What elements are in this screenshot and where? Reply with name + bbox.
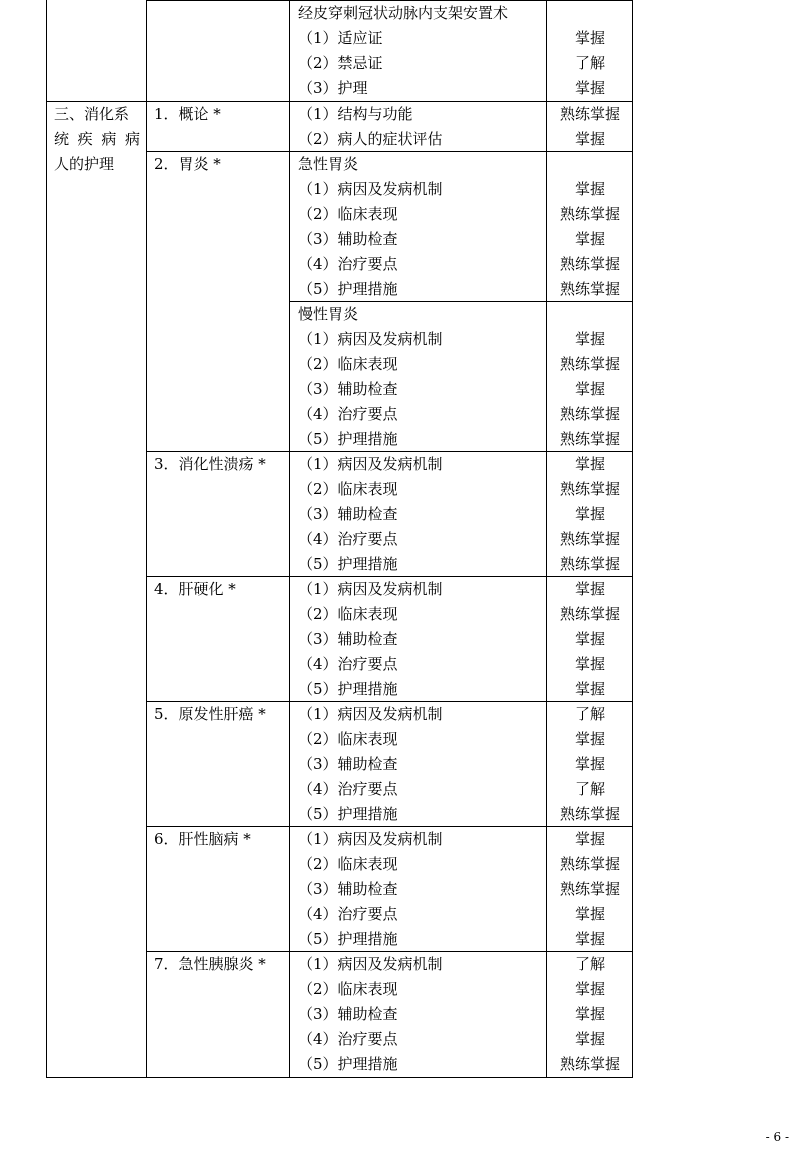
item-label: （1）适应证 [298, 29, 383, 47]
mastery-level: 熟练掌握 [559, 605, 620, 623]
left-border [46, 0, 47, 1078]
item-label: （1）结构与功能 [298, 105, 413, 123]
mastery-level: 熟练掌握 [559, 405, 620, 423]
item-label: （2）临床表现 [298, 205, 398, 223]
group-title: 急性胃炎 [298, 155, 359, 173]
item-label: （4）治疗要点 [298, 405, 398, 423]
mastery-level: 熟练掌握 [559, 205, 620, 223]
item-label: （3）辅助检查 [298, 755, 398, 773]
mastery-level: 熟练掌握 [559, 530, 620, 548]
item-label: （1）病因及发病机制 [298, 330, 443, 348]
mastery-level: 了解 [574, 780, 605, 798]
item-label: （4）治疗要点 [298, 1030, 398, 1048]
mastery-level: 熟练掌握 [559, 355, 620, 373]
mastery-level: 掌握 [574, 180, 605, 198]
item-label: （2）临床表现 [298, 855, 398, 873]
mastery-level: 掌握 [574, 830, 605, 848]
mastery-level: 了解 [574, 54, 605, 72]
mastery-level: 熟练掌握 [559, 555, 620, 573]
item-label: （3）辅助检查 [298, 1005, 398, 1023]
item-label: （5）护理措施 [298, 280, 398, 298]
mastery-level: 熟练掌握 [559, 855, 620, 873]
item-label: （5）护理措施 [298, 1055, 398, 1073]
table-bottom-rule [46, 1077, 633, 1078]
item-label: （2）临床表现 [298, 730, 398, 748]
item-label: （5）护理措施 [298, 430, 398, 448]
mastery-level: 掌握 [574, 330, 605, 348]
item-label: （1）病因及发病机制 [298, 580, 443, 598]
item-label: （5）护理措施 [298, 555, 398, 573]
item-label: （1）病因及发病机制 [298, 455, 443, 473]
item-label: （1）病因及发病机制 [298, 705, 443, 723]
mastery-level: 掌握 [574, 905, 605, 923]
mastery-level: 掌握 [574, 755, 605, 773]
topic-name: 5．原发性肝癌 * [154, 705, 266, 723]
item-label: （3）辅助检查 [298, 880, 398, 898]
mastery-level: 掌握 [574, 455, 605, 473]
item-label: （4）治疗要点 [298, 530, 398, 548]
mastery-level: 掌握 [574, 730, 605, 748]
item-label: （2）临床表现 [298, 355, 398, 373]
unit-title-line: 人的护理 [54, 155, 115, 173]
topic-name: 2．胃炎 * [154, 155, 221, 173]
item-label: （1）病因及发病机制 [298, 955, 443, 973]
mastery-level: 掌握 [574, 505, 605, 523]
topic-name: 3．消化性溃疡 * [154, 455, 266, 473]
unit-title-line: 统 疾 病 病 [54, 130, 140, 148]
mastery-level: 掌握 [574, 29, 605, 47]
item-label: （2）临床表现 [298, 480, 398, 498]
mastery-level: 熟练掌握 [559, 805, 620, 823]
mastery-level: 熟练掌握 [559, 430, 620, 448]
mastery-level: 掌握 [574, 680, 605, 698]
item-label: （3）辅助检查 [298, 630, 398, 648]
right-border [632, 0, 633, 1078]
item-label: （5）护理措施 [298, 680, 398, 698]
item-label: （1）病因及发病机制 [298, 180, 443, 198]
item-label: （3）辅助检查 [298, 380, 398, 398]
item-label: （3）辅助检查 [298, 230, 398, 248]
column-rule [289, 0, 290, 1078]
mastery-level: 掌握 [574, 1030, 605, 1048]
column-rule [146, 0, 147, 1078]
item-label: （4）治疗要点 [298, 905, 398, 923]
procedure-title: 经皮穿刺冠状动脉内支架安置术 [298, 4, 509, 22]
mastery-level: 熟练掌握 [559, 480, 620, 498]
item-label: （2）禁忌证 [298, 54, 383, 72]
table-top-rule [146, 0, 633, 1]
mastery-level: 熟练掌握 [559, 255, 620, 273]
topic-name: 1．概论 * [154, 105, 221, 123]
item-label: （1）病因及发病机制 [298, 830, 443, 848]
unit-title-line: 三、消化系 [54, 105, 130, 123]
column-rule [546, 0, 547, 1078]
item-label: （4）治疗要点 [298, 655, 398, 673]
item-label: （2）临床表现 [298, 980, 398, 998]
mastery-level: 掌握 [574, 630, 605, 648]
mastery-level: 掌握 [574, 655, 605, 673]
mastery-level: 掌握 [574, 380, 605, 398]
topic-name: 6．肝性脑病 * [154, 830, 251, 848]
mastery-level: 熟练掌握 [559, 1055, 620, 1073]
mastery-level: 了解 [574, 955, 605, 973]
mastery-level: 掌握 [574, 130, 605, 148]
mastery-level: 掌握 [574, 930, 605, 948]
item-label: （5）护理措施 [298, 930, 398, 948]
item-label: （2）临床表现 [298, 605, 398, 623]
page-number: - 6 - [765, 1130, 789, 1144]
item-label: （3）护理 [298, 79, 368, 97]
item-label: （3）辅助检查 [298, 505, 398, 523]
item-label: （4）治疗要点 [298, 255, 398, 273]
mastery-level: 掌握 [574, 580, 605, 598]
mastery-level: 掌握 [574, 1005, 605, 1023]
item-label: （5）护理措施 [298, 805, 398, 823]
mastery-level: 熟练掌握 [559, 105, 620, 123]
item-label: （4）治疗要点 [298, 780, 398, 798]
mastery-level: 掌握 [574, 980, 605, 998]
group-title: 慢性胃炎 [298, 305, 359, 323]
mastery-level: 熟练掌握 [559, 880, 620, 898]
topic-name: 4．肝硬化 * [154, 580, 236, 598]
mastery-level: 熟练掌握 [559, 280, 620, 298]
topic-name: 7．急性胰腺炎 * [154, 955, 266, 973]
mastery-level: 掌握 [574, 79, 605, 97]
item-label: （2）病人的症状评估 [298, 130, 443, 148]
mastery-level: 了解 [574, 705, 605, 723]
mastery-level: 掌握 [574, 230, 605, 248]
